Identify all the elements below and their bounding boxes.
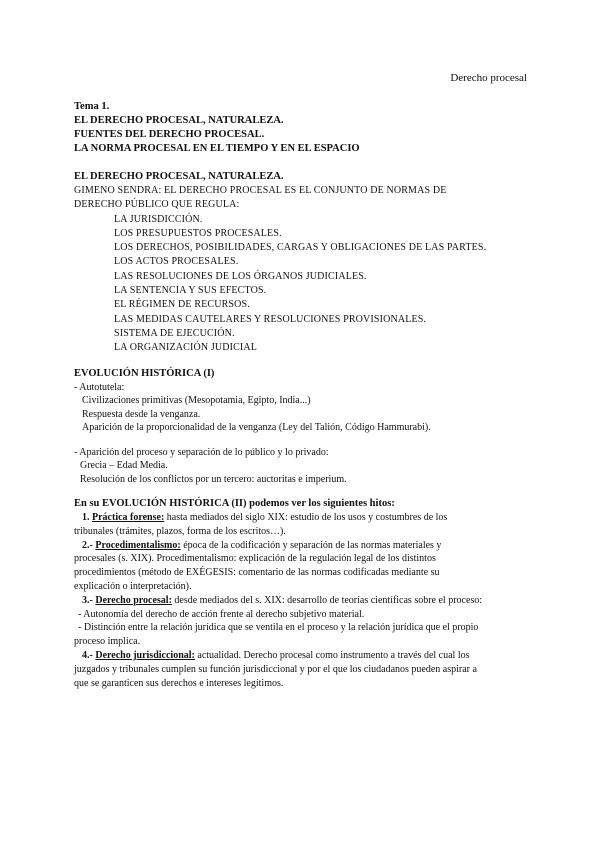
list-item: SISTEMA DE EJECUCIÓN. [114, 327, 235, 339]
hito-1 [74, 511, 534, 539]
list-item: EL RÉGIMEN DE RECURSOS. [114, 299, 250, 311]
title-block [74, 100, 534, 156]
hito-3-term: Derecho procesal: [95, 594, 172, 606]
hito-3-sub-1: - Autonomía del derecho de acción frente al derecho subjetivo material. [78, 608, 365, 620]
hito-1-term: Práctica forense: [92, 512, 165, 524]
regula-list [74, 213, 534, 356]
hito-3 [74, 594, 534, 649]
hito-4-text-a: actualidad. Derecho procesal como instrumento a través del cual los [194, 650, 470, 662]
document-body [74, 100, 534, 690]
hito-3-sub-2b: proceso implica. [74, 636, 141, 648]
hito-4-number: 4.- [82, 650, 93, 662]
title-line-2: FUENTES DEL DERECHO PROCESAL. [74, 129, 265, 140]
list-item: LOS ACTOS PROCESALES. [114, 256, 239, 268]
section-heading-evolucion-2: En su EVOLUCIÓN HISTÓRICA (II) podemos ver los siguientes hitos: [74, 498, 395, 510]
section-heading-naturaleza: EL DERECHO PROCESAL, NATURALEZA. [74, 171, 284, 182]
hito-3-number: 3.- [82, 594, 93, 606]
list-item: LA SENTENCIA Y SUS EFECTOS. [114, 285, 267, 297]
list-item: LOS PRESUPUESTOS PROCESALES. [114, 227, 282, 239]
hito-1-text-b: tribunales (trámites, plazos, forma de los escritos…). [74, 525, 286, 537]
grecia-line: Grecia – Edad Media. [80, 460, 168, 472]
hito-4-text-c: que se garanticen sus derechos e intereses legítimos. [74, 677, 284, 689]
hito-2 [74, 539, 534, 594]
tema-number: Tema 1. [74, 101, 110, 112]
hito-1-text-a: hasta mediados del siglo XIX: estudio de los usos y costumbres de los [164, 512, 448, 524]
proceso-line: - Aparición del proceso y separación de lo público y lo privado: [74, 446, 329, 458]
hito-2-number: 2.- [82, 539, 93, 551]
definition-line-1: GIMENO SENDRA: EL DERECHO PROCESAL ES EL CONJUNTO DE NORMAS DE [74, 185, 447, 196]
hito-4-text-b: juzgados y tribunales cumplen su función jurisdiccional y por el que los ciudadanos pueden aspirar a [74, 663, 477, 675]
hito-2-text-a: época de la codificación y separación de las normas materiales y [180, 539, 442, 551]
list-item: LAS MEDIDAS CAUTELARES Y RESOLUCIONES PROVISIONALES. [114, 313, 427, 325]
document-subject-header: Derecho procesal [450, 72, 527, 84]
hito-2-text-d: explicación o interpretación). [74, 581, 192, 593]
hito-2-text-c: procedimientos (método de EXÉGESIS: comentario de las normas codificadas mediante su [74, 567, 440, 579]
hito-3-text-a: desde mediados del s. XIX: desarrollo de teorías científicas sobre el proceso: [171, 594, 483, 606]
section-heading-evolucion-1: EVOLUCIÓN HISTÓRICA (I) [74, 367, 215, 379]
hito-4-term: Derecho jurisdiccional: [95, 650, 195, 662]
title-line-3: LA NORMA PROCESAL EN EL TIEMPO Y EN EL ESPACIO [74, 143, 360, 154]
autotutela-line: - Autotutela: [74, 381, 125, 393]
civilizaciones-line: Civilizaciones primitivas (Mesopotamia, Egipto, India...) [82, 395, 311, 407]
resolucion-line: Resolución de los conflictos por un tercero: auctoritas e imperium. [80, 473, 347, 485]
list-item: LA ORGANIZACIÓN JUDICIAL [114, 342, 258, 354]
list-item: LOS DERECHOS, POSIBILIDADES, CARGAS Y OBLIGACIONES DE LAS PARTES. [114, 242, 487, 254]
definition-line-2: DERECHO PÚBLICO QUE REGULA: [74, 199, 240, 211]
hito-2-term: Procedimentalismo: [95, 539, 181, 551]
aparicion-line: Aparición de la proporcionalidad de la venganza (Ley del Talión, Código Hammurabi). [82, 422, 431, 434]
list-item: LAS RESOLUCIONES DE LOS ÓRGANOS JUDICIALES. [114, 270, 367, 282]
hito-3-sub-2: - Distinción entre la relación jurídica que se ventila en el proceso y la relación jurídica que el propio [78, 622, 479, 634]
list-item: LA JURISDICCIÓN. [114, 213, 203, 225]
respuesta-line: Respuesta desde la venganza. [82, 408, 201, 420]
hito-2-text-b: procesales (s. XIX). Procedimentalismo: explicación de la regulación legal de los distintos [74, 553, 436, 565]
hito-1-number: 1. [82, 512, 90, 524]
title-line-1: EL DERECHO PROCESAL, NATURALEZA. [74, 115, 284, 126]
hito-4 [74, 649, 534, 690]
